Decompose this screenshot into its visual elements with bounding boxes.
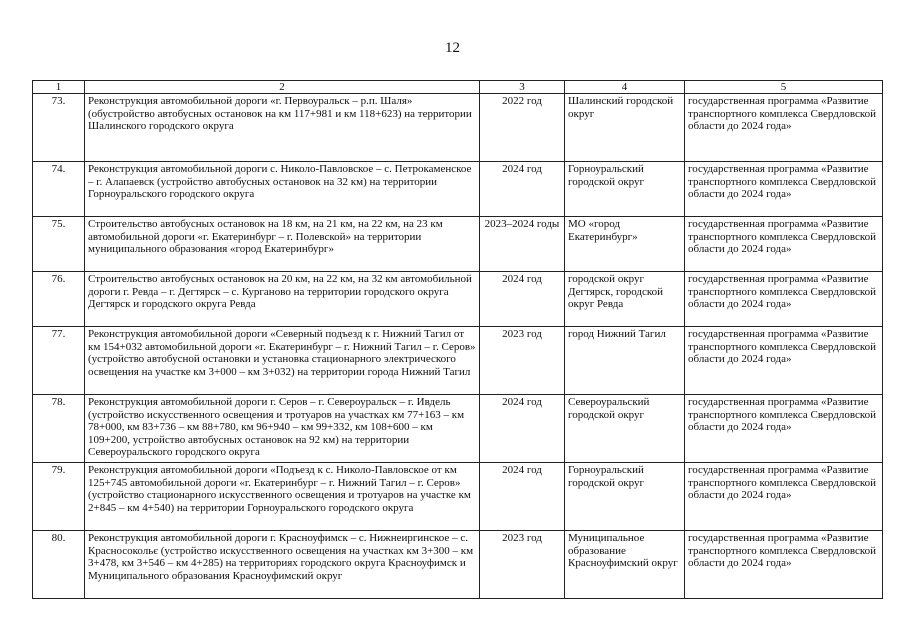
- page-number: 12: [445, 40, 460, 56]
- table-row: [33, 327, 883, 395]
- state-program: государственная программа «Развитие транспортного комплекса Свердловской области до 2024 года»: [685, 463, 883, 531]
- row-number: 76.: [33, 272, 85, 327]
- measures-table: [32, 80, 883, 599]
- measure-description: Строительство автобусных остановок на 20 км, на 22 км, на 32 км автомобильной дороги г. Ревда – г. Дегтярск – с. Курганово на территории городского округа Дегтярск и городского округа Ревда: [85, 272, 480, 327]
- column-header-2: 2: [85, 81, 480, 94]
- measure-description: Строительство автобусных остановок на 18 км, на 21 км, на 22 км, на 23 км автомобильной дороги «г. Екатеринбург – г. Полевской» на территории муниципального образования «город Екатеринбург»: [85, 217, 480, 272]
- column-header-5: 5: [685, 81, 883, 94]
- implementation-period: 2022 год: [480, 94, 565, 162]
- state-program: государственная программа «Развитие транспортного комплекса Свердловской области до 2024 года»: [685, 272, 883, 327]
- state-program: государственная программа «Развитие транспортного комплекса Свердловской области до 2024 года»: [685, 531, 883, 599]
- implementation-period: 2024 год: [480, 395, 565, 463]
- row-number: 74.: [33, 162, 85, 217]
- measure-description: Реконструкция автомобильной дороги «Северный подъезд к г. Нижний Тагил от км 154+032 автомобильной дороги «г. Екатеринбург – г. Нижний Тагил – г. Серов» (устройство автобусной остановки и установка стационарного электрического освещения на участке км 3+000 – км 3+032) на территории города Нижний Тагил: [85, 327, 480, 395]
- implementation-period: 2024 год: [480, 162, 565, 217]
- state-program: государственная программа «Развитие транспортного комплекса Свердловской области до 2024 года»: [685, 327, 883, 395]
- state-program: государственная программа «Развитие транспортного комплекса Свердловской области до 2024 года»: [685, 94, 883, 162]
- implementation-period: 2023–2024 годы: [480, 217, 565, 272]
- state-program: государственная программа «Развитие транспортного комплекса Свердловской области до 2024 года»: [685, 395, 883, 463]
- column-header-4: 4: [565, 81, 685, 94]
- row-number: 80.: [33, 531, 85, 599]
- row-number: 78.: [33, 395, 85, 463]
- municipality: Горноуральский городской округ: [565, 463, 685, 531]
- implementation-period: 2024 год: [480, 463, 565, 531]
- municipality: город Нижний Тагил: [565, 327, 685, 395]
- municipality: Шалинский городской округ: [565, 94, 685, 162]
- table-row: [33, 162, 883, 217]
- column-header-1: 1: [33, 81, 85, 94]
- table-row: [33, 94, 883, 162]
- measure-description: Реконструкция автомобильной дороги «Подъезд к с. Николо-Павловское от км 125+745 автомобильной дороги «г. Екатеринбург – г. Нижний Тагил – г. Серов» (устройство стационарного искусственного освещения и тротуаров на участке км 2+845 – км 4+540) на территории Горноуральского городского округа: [85, 463, 480, 531]
- measure-description: Реконструкция автомобильной дороги «г. Первоуральск – р.п. Шаля» (обустройство автобусных остановок на км 117+981 и км 118+623) на территории Шалинского городского округа: [85, 94, 480, 162]
- table-row: [33, 217, 883, 272]
- row-number: 79.: [33, 463, 85, 531]
- municipality: Горноуральский городской округ: [565, 162, 685, 217]
- measure-description: Реконструкция автомобильной дороги с. Николо-Павловское – с. Петрокаменское – г. Алапаевск (устройство автобусных остановок на 32 км) на территории Горноуральского городского округа: [85, 162, 480, 217]
- column-header-3: 3: [480, 81, 565, 94]
- implementation-period: 2023 год: [480, 327, 565, 395]
- measure-description: Реконструкция автомобильной дороги г. Красноуфимск – с. Нижнеиргинское – с. Красносокольє (устройство искусственного освещения на участках км 3+300 – км 3+478, км 3+546 – км 4+285) на территориях городского округа Красноуфимск и Муниципального образования Красноуфимский округ: [85, 531, 480, 599]
- state-program: государственная программа «Развитие транспортного комплекса Свердловской области до 2024 года»: [685, 217, 883, 272]
- state-program: государственная программа «Развитие транспортного комплекса Свердловской области до 2024 года»: [685, 162, 883, 217]
- municipality: МО «город Екатеринбург»: [565, 217, 685, 272]
- table-row: [33, 272, 883, 327]
- table-row: [33, 395, 883, 463]
- row-number: 77.: [33, 327, 85, 395]
- municipality: городской округ Дегтярск, городской округ Ревда: [565, 272, 685, 327]
- table-row: [33, 531, 883, 599]
- measure-description: Реконструкция автомобильной дороги г. Серов – г. Североуральск – г. Ивдель (устройство искусственного освещения и тротуаров на участках км 77+163 – км 78+000, км 83+736 – км 88+780, км 96+940 – км 99+332, км 108+600 – км 109+200, устройство автобусных остановок на 92 км) на территории Североуральского городского округа: [85, 395, 480, 463]
- table-row: [33, 463, 883, 531]
- row-number: 73.: [33, 94, 85, 162]
- implementation-period: 2024 год: [480, 272, 565, 327]
- table-header-row: [33, 81, 883, 94]
- implementation-period: 2023 год: [480, 531, 565, 599]
- municipality: Муниципальное образование Красноуфимский округ: [565, 531, 685, 599]
- municipality: Североуральский городской округ: [565, 395, 685, 463]
- row-number: 75.: [33, 217, 85, 272]
